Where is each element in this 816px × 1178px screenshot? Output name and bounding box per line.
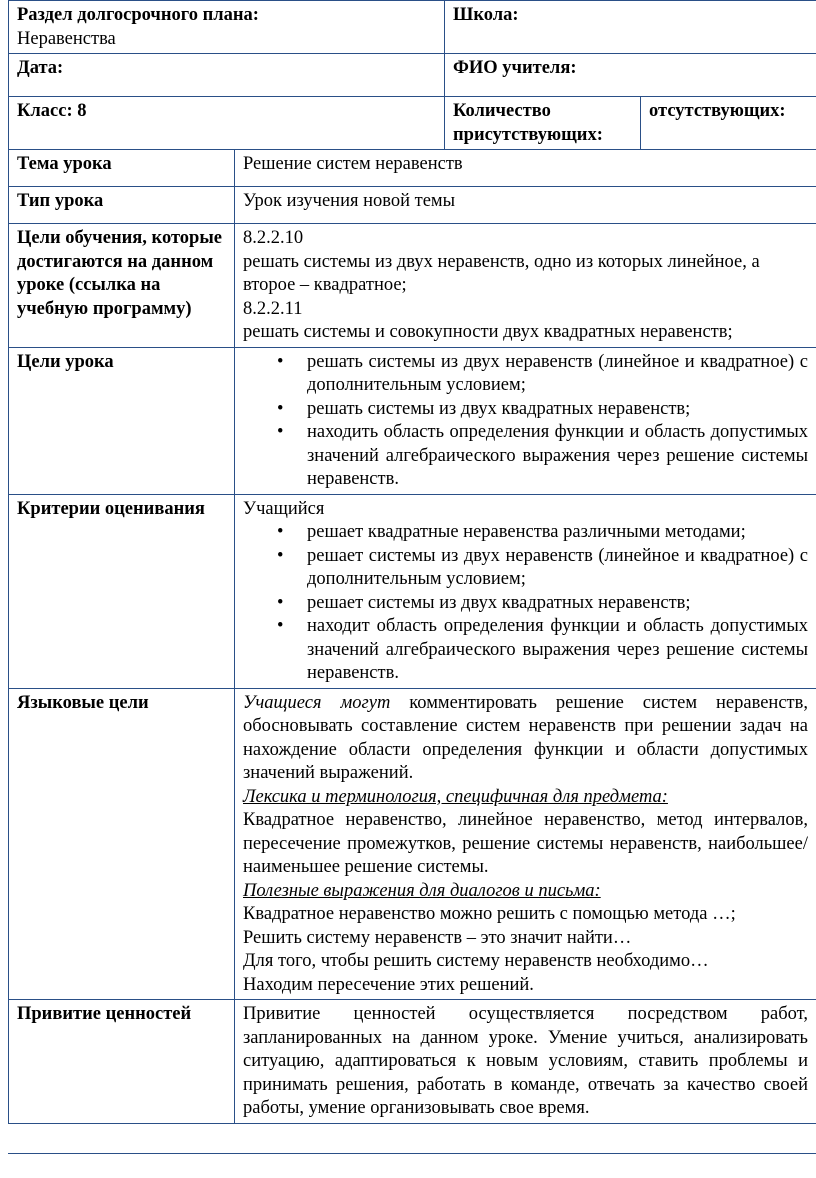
date-label: Дата: (17, 58, 64, 78)
lesson-plan-document (8, 0, 816, 1124)
values-label: Привитие ценностей (9, 1000, 235, 1124)
learning-goal-code-1: 8.2.2.10 (243, 228, 304, 248)
lesson-type-value: Урок изучения новой темы (235, 187, 816, 224)
plan-section-cell (9, 1, 445, 54)
phrase-line: Для того, чтобы решить систему неравенств необходимо… (243, 951, 709, 971)
criteria-list (243, 521, 808, 686)
present-label: Количество присутствующих: (453, 101, 603, 145)
phrase-line: Находим пересечение этих решений. (243, 974, 534, 995)
class-label: Класс: 8 (17, 101, 87, 121)
criteria-intro: Учащийся (243, 498, 325, 519)
teacher-cell (445, 54, 816, 97)
values-text: Привитие ценностей осуществляется посредством работ, запланированных на данном уроке. Умение учиться, анализировать ситуацию, адаптироваться к новым условиям, ставить проблемы и принимать решения, работать в команде, отвечать за качество своей работы, умение организовывать свое время. (235, 1000, 816, 1124)
criteria-cell (235, 494, 816, 688)
criteria-item: • решает системы из двух квадратных неравенств; (307, 592, 808, 616)
school-cell (445, 1, 816, 54)
topic-value: Решение систем неравенств (235, 150, 816, 187)
language-goals-intro-text: комментировать решение систем неравенств, обосновывать составление систем неравенств при решении задач на нахождение области определения функции и области допустимых значений выражений. (243, 692, 808, 783)
criteria-item: • решает квадратные неравенства различными методами; (307, 521, 808, 545)
language-goals-cell (235, 688, 816, 1000)
absent-label: отсутствующих: (649, 101, 786, 121)
lesson-goals-label: Цели урока (9, 347, 235, 494)
phrase-line: Решить систему неравенств – это значит найти… (243, 927, 632, 948)
vocab-text: Квадратное неравенство, линейное неравенство, метод интервалов, пересечение промежутков, решение системы неравенств, наибольшее/наименьшее решение системы. (243, 810, 808, 877)
learning-goal-text-1: решать системы из двух неравенств, одно из которых линейное, а второе – квадратное; (243, 251, 760, 295)
bottom-rule (8, 1153, 816, 1154)
lesson-goal-item: • находить область определения функции и область допустимых значений алгебраического выражения через решение системы неравенств. (307, 421, 808, 492)
class-cell (9, 97, 445, 150)
phrase-line: Квадратное неравенство можно решить с помощью метода …; (243, 904, 736, 924)
teacher-label: ФИО учителя: (453, 58, 577, 78)
criteria-item: • находит область определения функции и область допустимых значений алгебраического выражения через решение системы неравенств. (307, 615, 808, 686)
lesson-plan-header-table (8, 0, 816, 150)
learning-goal-code-2: 8.2.2.11 (243, 298, 303, 319)
lesson-goals-list (243, 351, 808, 492)
criteria-label: Критерии оценивания (9, 494, 235, 688)
lesson-goals-cell (235, 347, 816, 494)
absent-cell (641, 97, 816, 150)
topic-label: Тема урока (9, 150, 235, 187)
language-goals-intro (243, 692, 808, 786)
criteria-item: • решает системы из двух неравенств (линейное и квадратное) с дополнительным условием; (307, 545, 808, 592)
plan-section-value: Неравенства (17, 28, 116, 49)
lesson-plan-body-table (8, 149, 816, 1124)
language-goals-intro-italic: Учащиеся могут (243, 692, 391, 713)
language-goals-label: Языковые цели (9, 688, 235, 1000)
school-label: Школа: (453, 5, 519, 25)
vocab-heading: Лексика и терминология, специфичная для предмета: (243, 786, 668, 807)
learning-goals-cell (235, 224, 816, 348)
lesson-type-label: Тип урока (9, 187, 235, 224)
learning-goal-text-2: решать системы и совокупности двух квадратных неравенств; (243, 322, 733, 342)
learning-goals-label: Цели обучения, которые достигаются на данном уроке (ссылка на учебную программу) (9, 224, 235, 348)
plan-section-label: Раздел долгосрочного плана: (17, 5, 259, 25)
lesson-goal-item: • решать системы из двух неравенств (линейное и квадратное) с дополнительным условием; (307, 351, 808, 398)
phrases-heading: Полезные выражения для диалогов и письма: (243, 880, 601, 901)
lesson-goal-item: • решать системы из двух квадратных неравенств; (307, 398, 808, 422)
date-cell (9, 54, 445, 97)
present-cell (445, 97, 641, 150)
